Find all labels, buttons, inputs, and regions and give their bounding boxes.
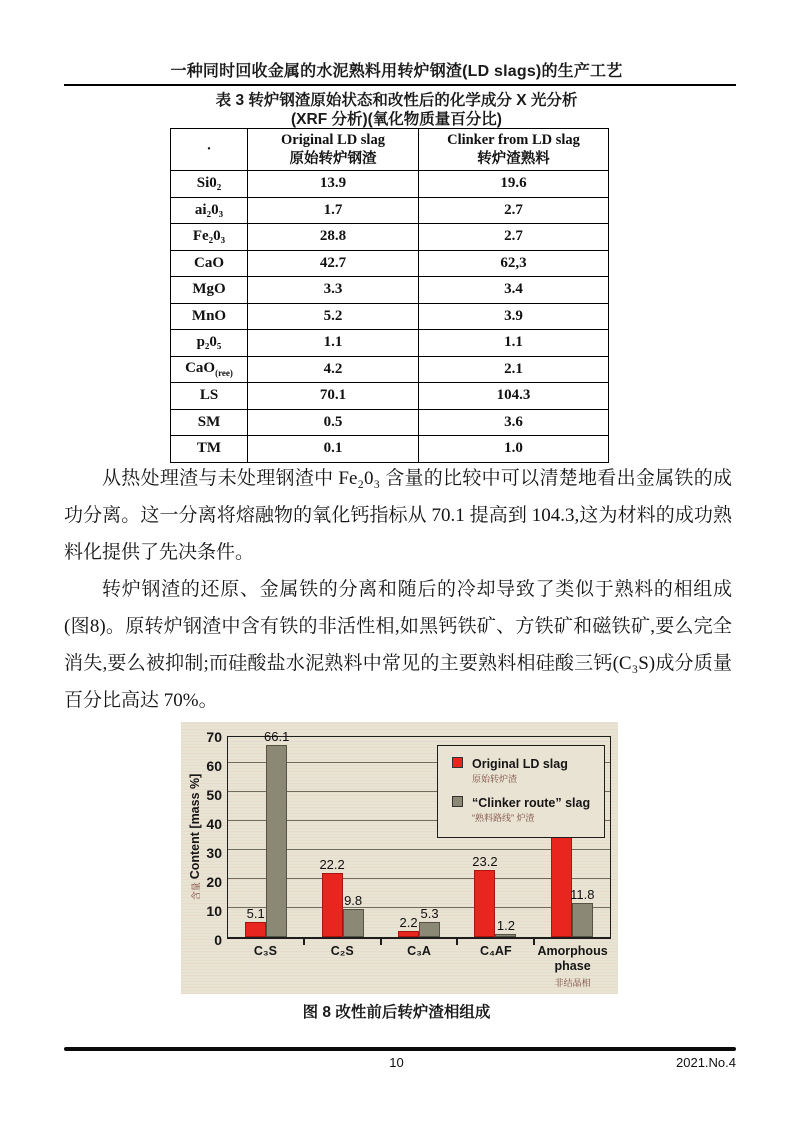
header-rule: [64, 84, 736, 86]
row-label: [171, 303, 248, 330]
legend-swatch-clinker: [452, 796, 463, 807]
row-label: [171, 330, 248, 357]
bar-value-label: 23.2: [472, 853, 498, 869]
header-clinker-en: Clinker from LD slag: [447, 131, 580, 148]
xrf-table-body: [171, 171, 609, 463]
x-axis-label-text: Amorphous phase: [537, 944, 608, 973]
cell-value: 2.7: [419, 197, 609, 224]
table-caption: [0, 91, 793, 129]
row-label-subscript: (ree): [215, 368, 233, 379]
bar-group: [228, 729, 304, 937]
row-label: [171, 250, 248, 277]
cell-value: 1.0: [419, 436, 609, 463]
header-title: 一种同时回收金属的水泥熟料用转炉钢渣(LD slags)的生产工艺: [170, 63, 623, 80]
row-label-text: Si0₂: [196, 175, 222, 192]
x-axis-label-text: C₃A: [407, 944, 431, 958]
cell-value: 4.2: [248, 356, 419, 383]
cell-value: 62,3: [419, 250, 609, 277]
cell-value: 104.3: [419, 383, 609, 410]
cell-value: 3.6: [419, 409, 609, 436]
bar-clinker: [495, 917, 516, 937]
y-tick-label: 70: [206, 729, 222, 745]
x-axis-label: [534, 944, 611, 991]
row-label: [171, 409, 248, 436]
cell-value: 13.9: [248, 171, 419, 198]
legend-entry-original: [452, 755, 594, 785]
row-label: [171, 224, 248, 251]
cell-value: 2.7: [419, 224, 609, 251]
row-label: [171, 356, 248, 383]
bar-value-label: 5.1: [246, 906, 265, 922]
bar-clinker: [419, 905, 440, 937]
y-axis-label: [188, 774, 202, 901]
y-axis-label-en: Content [mass %]: [188, 773, 202, 880]
y-tick-label: 0: [214, 932, 222, 948]
plot-area: [206, 729, 611, 948]
cell-value: 0.1: [248, 436, 419, 463]
issue-label: 2021.No.4: [676, 1055, 736, 1070]
cell-value: 70.1: [248, 383, 419, 410]
row-label-text: SM: [197, 413, 221, 430]
cell-value: 0.5: [248, 409, 419, 436]
cell-value: 19.6: [419, 171, 609, 198]
row-label-text: p₂0₅: [196, 334, 222, 351]
row-label-text: TM: [196, 440, 222, 457]
x-axis-label-text: C₂S: [330, 944, 354, 958]
legend-entry-clinker: [452, 794, 594, 824]
table-caption-line1: 表 3 转炉钢渣原始状态和改性后的化学成分 X 光分析: [215, 92, 578, 109]
x-axis-label: [457, 944, 534, 991]
bar-original: [472, 853, 498, 937]
table-row: [171, 330, 609, 357]
y-tick-label: 60: [206, 758, 222, 774]
legend-label-original-zh: 原始转炉渣: [472, 774, 518, 784]
bar-value-label: 22.2: [319, 856, 345, 872]
table-caption-line2: (XRF 分析)(氧化物质量百分比): [291, 111, 502, 128]
bar-value-label: 5.3: [420, 905, 439, 921]
chart-legend: [437, 745, 605, 838]
table-row: [171, 277, 609, 304]
bar-original: [398, 914, 419, 937]
row-label: [171, 383, 248, 410]
table-corner-cell: [171, 129, 248, 171]
cell-value: 3.4: [419, 277, 609, 304]
cell-value: 5.2: [248, 303, 419, 330]
row-label: [171, 171, 248, 198]
row-label-text: MnO: [191, 307, 227, 324]
table-row: [171, 436, 609, 463]
x-axis-label-text: C₄AF: [479, 944, 512, 958]
cell-value: 3.9: [419, 303, 609, 330]
bar-value-label: 11.8: [570, 886, 595, 902]
row-label: [171, 277, 248, 304]
table-row: [171, 383, 609, 410]
cell-value: 42.7: [248, 250, 419, 277]
y-axis-label-zh: 含量: [191, 882, 201, 901]
bar-clinker: [264, 729, 290, 937]
table-row: [171, 409, 609, 436]
header-clinker-zh: 转炉渣熟料: [477, 150, 550, 167]
table-row: [171, 303, 609, 330]
table-row: [171, 197, 609, 224]
row-label-text: ai₂0₃: [194, 201, 224, 218]
cell-value: 1.1: [248, 330, 419, 357]
bar-value-label: 9.8: [344, 892, 363, 908]
corner-dot: ·: [206, 141, 212, 157]
cell-value: 1.7: [248, 197, 419, 224]
x-axis-label: [304, 944, 381, 991]
x-axis-labels: [227, 944, 611, 991]
body-paragraph-2: 转炉钢渣的还原、金属铁的分离和随后的冷却导致了类似于熟料的相组成(图8)。原转炉钢渣中含有铁的非活性相,如黑钙铁矿、方铁矿和磁铁矿,要么完全消失,要么被抑制;而硅酸盐水泥熟料中常见的主要熟料相硅酸三钙(C₃S)成分质量百分比高达 70%。: [64, 579, 732, 711]
bar-original: [245, 906, 266, 937]
x-axis-label: [381, 944, 458, 991]
body-paragraph-1: 从热处理渣与未处理钢渣中 Fe₂0₃ 含量的比较中可以清楚地看出金属铁的成功分离。这一分离将熔融物的氧化钙指标从 70.1 提高到 104.3,这为材料的成功熟料化提供了先决条件。: [64, 468, 732, 563]
xrf-table: [170, 128, 609, 463]
table-header-clinker: [419, 129, 609, 171]
page-number: 10: [389, 1055, 404, 1070]
legend-label-clinker: “Clinker route” slag: [472, 796, 591, 810]
header-original-zh: 原始转炉钢渣: [289, 150, 377, 167]
legend-label-original: Original LD slag: [472, 757, 568, 771]
table-header-original: [248, 129, 419, 171]
bar-original: [551, 825, 572, 937]
y-tick-label: 20: [206, 874, 222, 890]
row-label-text: LS: [199, 387, 219, 404]
bar-original: [319, 856, 345, 937]
cell-value: 28.8: [248, 224, 419, 251]
cell-value: 1.1: [419, 330, 609, 357]
y-tick-label: 50: [206, 787, 222, 803]
table-header-row: [171, 129, 609, 171]
y-tick-label: 30: [206, 845, 222, 861]
row-label-text: CaO: [194, 254, 224, 271]
table-row: [171, 171, 609, 198]
row-label: [171, 197, 248, 224]
row-label-text: MgO: [192, 281, 226, 298]
x-axis-label-text: C₃S: [253, 944, 277, 958]
table-row: [171, 250, 609, 277]
bar-clinker: [343, 892, 364, 937]
x-axis-label-note: 非结晶相: [554, 978, 591, 988]
footer-rule: [64, 1047, 736, 1051]
bar-value-label: 2.2: [399, 914, 418, 930]
row-label-text: Fe₂0₃: [192, 228, 226, 245]
cell-value: 2.1: [419, 356, 609, 383]
x-axis-label: [227, 944, 304, 991]
row-label-text: CaO: [185, 360, 216, 377]
figure8-chart: [181, 722, 618, 994]
table-row: [171, 356, 609, 383]
bar-group: [304, 737, 380, 937]
cell-value: 3.3: [248, 277, 419, 304]
figure-caption: 图 8 改性前后转炉渣相组成: [302, 1004, 491, 1021]
bar-value-label: 66.1: [264, 729, 290, 745]
y-tick-label: 10: [206, 903, 222, 919]
legend-label-clinker-zh: “熟料路线” 炉渣: [472, 813, 535, 823]
bar-clinker: [570, 886, 595, 937]
table-row: [171, 224, 609, 251]
legend-swatch-original: [452, 757, 463, 768]
bar-value-label: 1.2: [496, 917, 515, 933]
header-original-en: Original LD slag: [281, 131, 385, 148]
row-label: [171, 436, 248, 463]
y-tick-label: 40: [206, 816, 222, 832]
